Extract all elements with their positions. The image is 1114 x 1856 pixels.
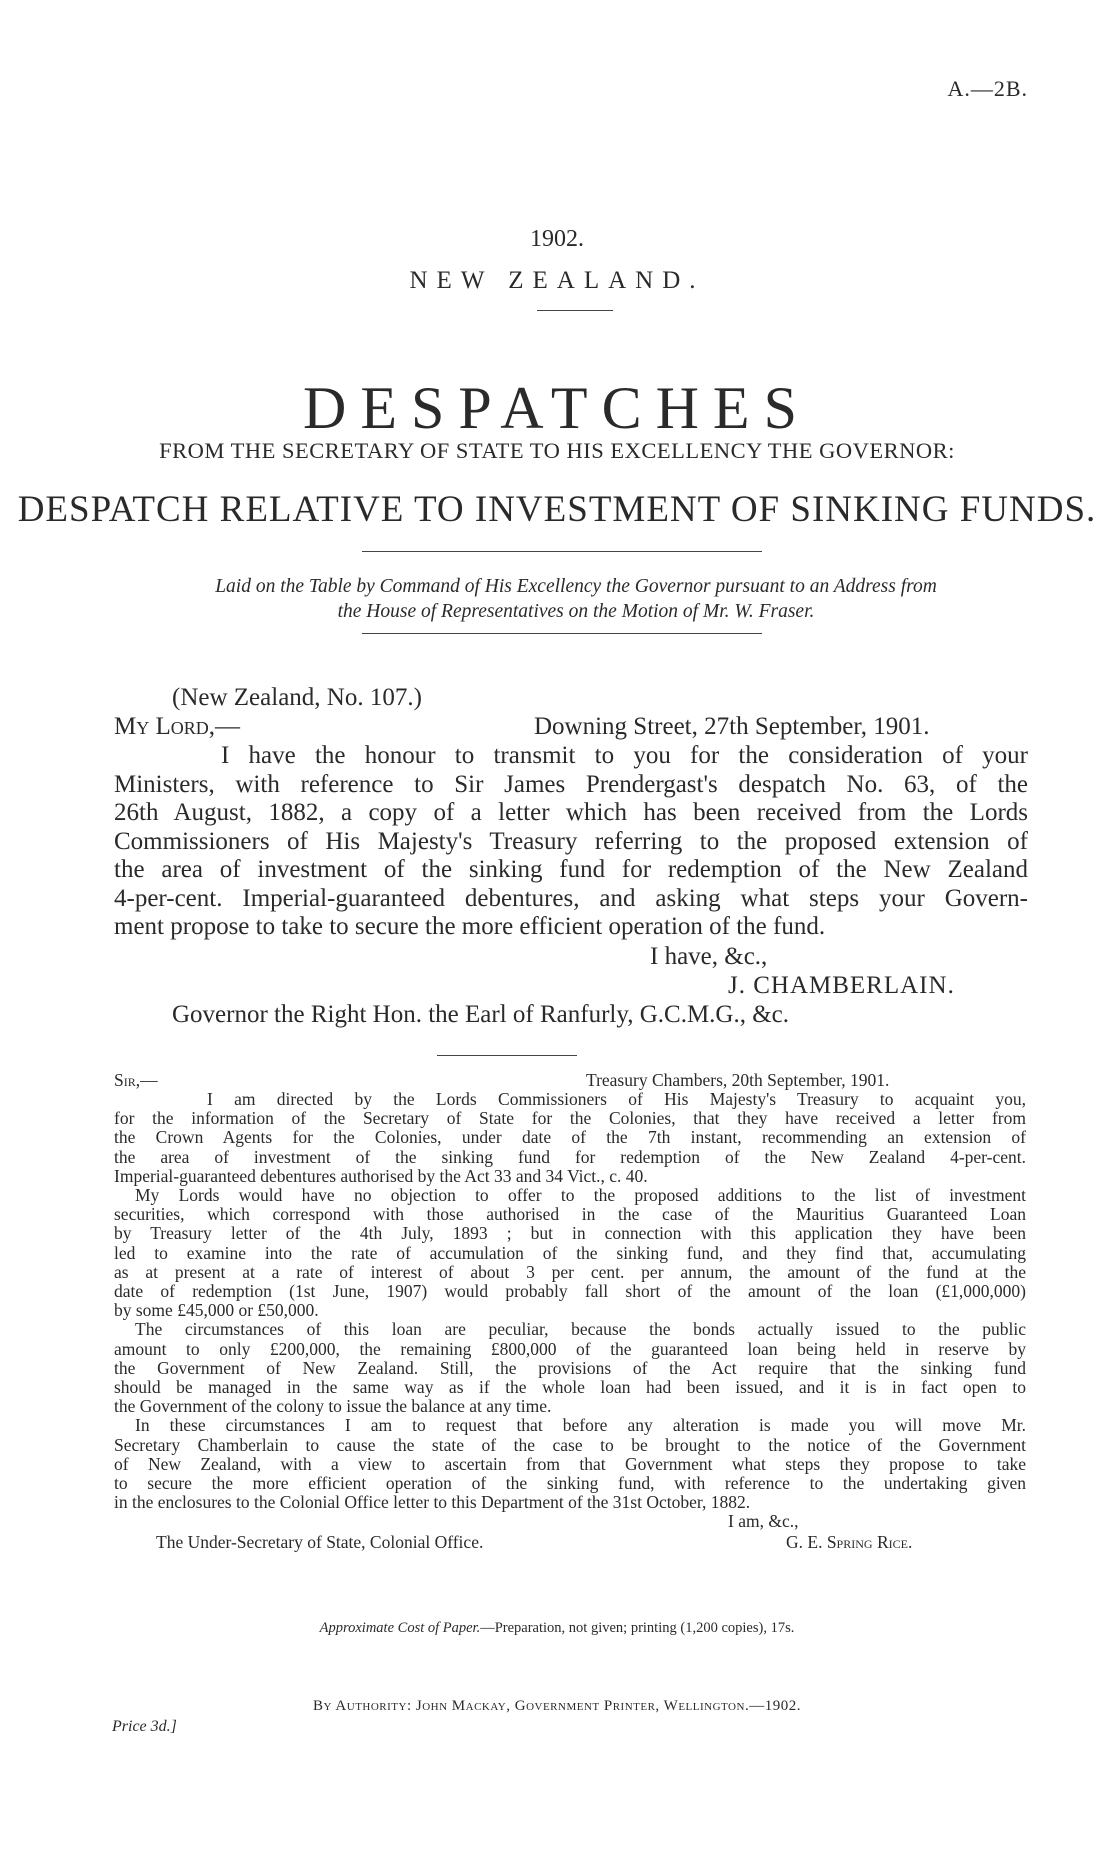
subtitle-despatch: DESPATCH RELATIVE TO INVESTMENT OF SINKING FUNDS. xyxy=(17,489,1097,530)
despatch-line: I have the honour to transmit to you for the consideration of your xyxy=(221,742,1028,769)
document-title: DESPATCHES xyxy=(303,375,811,441)
enclosure-line: to secure the more efficient operation of the sinking fund, with reference to the undertaking given xyxy=(114,1473,1026,1494)
enclosure-line: In these circumstances I am to request that before any alteration is made you will move Mr. xyxy=(135,1415,1026,1436)
enclosure-line: by Treasury letter of the 4th July, 1893 ; but in connection with this application they have been xyxy=(114,1223,1026,1244)
despatch-number: (New Zealand, No. 107.) xyxy=(172,684,422,711)
cost-label: Approximate Cost of Paper. xyxy=(319,1620,481,1636)
despatch-closing: I have, &c., xyxy=(650,943,768,970)
enclosure-line: by some £45,000 or £50,000. xyxy=(114,1300,319,1321)
enclosure-line: I am directed by the Lords Commissioners of His Majesty's Treasury to acquaint you, xyxy=(207,1089,1026,1109)
despatch-line: 26th August, 1882, a copy of a letter which has been received from the Lords xyxy=(114,799,1028,826)
enclosure-line: should be managed in the same way as if the whole loan had been issued, and it is in fact open to xyxy=(114,1377,1026,1398)
enclosure-line: My Lords would have no objection to offer to the proposed additions to the list of investment xyxy=(135,1185,1026,1206)
enclosure-line: as at present at a rate of interest of about 3 per cent. per annum, the amount of the fund at the xyxy=(114,1261,1026,1282)
despatch-line: Commissioners of His Majesty's Treasury referring to the proposed extension of xyxy=(114,827,1028,855)
enclosure-line: Imperial-guaranteed debentures authorised by the Act 33 and 34 Vict., c. 40. xyxy=(114,1165,648,1186)
laid-rule xyxy=(362,633,762,634)
enclosure-place-date: Treasury Chambers, 20th September, 1901. xyxy=(586,1070,890,1090)
paper-reference: A.—2B. xyxy=(947,76,1028,101)
enclosure-line: the Government of New Zealand. Still, the provisions of the Act require that the sinking fund xyxy=(114,1357,1026,1378)
section-rule xyxy=(437,1055,577,1056)
despatch-salutation: My Lord,— xyxy=(114,713,241,740)
enclosure-line: in the enclosures to the Colonial Office letter to this Department of the 31st October, 1882. xyxy=(114,1492,751,1513)
country-heading: NEW ZEALAND. xyxy=(409,267,705,294)
cost-of-paper xyxy=(0,1620,1114,1637)
enclosure-salutation: Sir,— xyxy=(114,1070,158,1090)
enclosure-closing: I am, &c., xyxy=(728,1511,799,1531)
enclosure-line: date of redemption (1st June, 1907) would probably fall short of the amount of the loan (£1,000,000) xyxy=(114,1281,1026,1302)
despatch-line: Ministers, with reference to Sir James Prendergast's despatch No. 63, of the xyxy=(114,770,1028,798)
enclosure-line: of New Zealand, with a view to ascertain from that Government what steps they propose to take xyxy=(114,1453,1026,1474)
enclosure-addressee: The Under-Secretary of State, Colonial Office. xyxy=(156,1532,484,1552)
cost-text: —Preparation, not given; printing (1,200 copies), 17s. xyxy=(480,1620,795,1636)
despatch-line: the area of investment of the sinking fund for redemption of the New Zealand xyxy=(114,856,1028,883)
despatch-signature: J. CHAMBERLAIN. xyxy=(728,972,955,999)
despatch-line: 4-per-cent. Imperial-guaranteed debentures, and asking what steps your Govern- xyxy=(114,884,1028,912)
price: Price 3d.] xyxy=(112,1718,177,1735)
enclosure-line: the Government of the colony to issue the balance at any time. xyxy=(114,1396,552,1417)
short-rule xyxy=(537,310,613,311)
subtitle-from: FROM THE SECRETARY OF STATE TO HIS EXCELLENCY THE GOVERNOR: xyxy=(159,438,955,463)
year: 1902. xyxy=(530,226,584,252)
enclosure-signature: G. E. Spring Rice. xyxy=(786,1532,913,1552)
despatch-addressee: Governor the Right Hon. the Earl of Ranfurly, G.C.M.G., &c. xyxy=(172,1001,790,1028)
despatch-place-date: Downing Street, 27th September, 1901. xyxy=(534,713,930,740)
enclosure-line: for the information of the Secretary of State for the Colonies, that they have received a letter from xyxy=(114,1108,1026,1129)
printer-imprint: By Authority: John Mackay, Government Printer, Wellington.—1902. xyxy=(313,1698,801,1714)
enclosure-line: Secretary Chamberlain to cause the state of the case to be brought to the notice of the Government xyxy=(114,1434,1026,1455)
enclosure-line: the area of investment of the sinking fund for redemption of the New Zealand 4-per-cent. xyxy=(114,1146,1026,1167)
enclosure-line: The circumstances of this loan are peculiar, because the bonds actually issued to the public xyxy=(135,1319,1026,1340)
enclosure-line: the Crown Agents for the Colonies, under date of the 7th instant, recommending an extension of xyxy=(114,1127,1026,1148)
laid-line-2: the House of Representatives on the Motion of Mr. W. Fraser. xyxy=(337,601,815,622)
despatch-body xyxy=(114,742,1028,942)
enclosure-line: amount to only £200,000, the remaining £800,000 of the guaranteed loan being held in reserve by xyxy=(114,1338,1026,1359)
laid-line-1: Laid on the Table by Command of His Excellency the Governor pursuant to an Address from xyxy=(215,576,937,597)
enclosure-line: led to examine into the rate of accumulation of the sinking fund, and they find that, accumulating xyxy=(114,1242,1026,1263)
despatch-line: ment propose to take to secure the more efficient operation of the fund. xyxy=(114,913,826,940)
title-rule xyxy=(362,551,762,552)
enclosure-line: securities, which correspond with those authorised in the case of the Mauritius Guaranteed Loan xyxy=(114,1204,1026,1225)
laid-on-table-note xyxy=(120,574,1032,624)
enclosure-body xyxy=(114,1090,1026,1512)
